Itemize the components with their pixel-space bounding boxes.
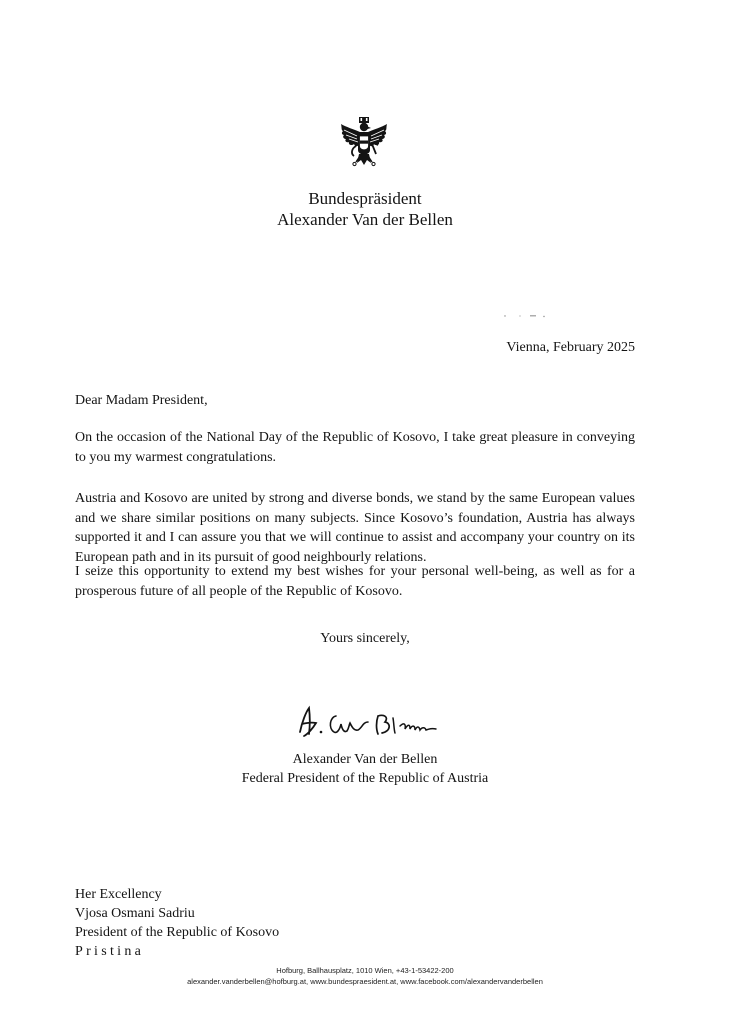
recipient-honorific: Her Excellency bbox=[75, 887, 162, 902]
recipient-city: Pristina bbox=[75, 944, 145, 959]
scan-specks bbox=[500, 312, 560, 320]
closing: Yours sincerely, bbox=[320, 631, 410, 646]
paragraph-congratulations: On the occasion of the National Day of the Republic of Kosovo, I take great pleasure in conveying to you my warmest congratulations. bbox=[75, 430, 635, 465]
recipient-title: President of the Republic of Kosovo bbox=[75, 925, 280, 940]
footer-address: Hofburg, Ballhausplatz, 1010 Wien, +43-1-53422-200 bbox=[276, 966, 454, 975]
letterhead-title: Bundespräsident bbox=[308, 189, 422, 208]
recipient-address bbox=[75, 885, 279, 961]
paragraph-wishes: I seize this opportunity to extend my best wishes for your personal well-being, as well as for a prosperous future of all people of the Republic of Kosovo. bbox=[75, 564, 635, 599]
letter-date: Vienna, February 2025 bbox=[506, 340, 635, 355]
paragraph-bonds: Austria and Kosovo are united by strong and diverse bonds, we stand by the same European values and we share similar positions on many subjects. Since Kosovo’s foundation, Austria has always supported it and I can assure you that we will continue to assist and accompany your country on its European path and in its pursuit of good neighbourly relations. bbox=[75, 491, 635, 565]
footer-contacts: alexander.vanderbellen@hofburg.at, www.bundespraesident.at, www.facebook.com/alexandervanderbellen bbox=[187, 977, 543, 986]
salutation: Dear Madam President, bbox=[75, 393, 208, 408]
austrian-eagle-emblem-icon bbox=[339, 116, 389, 176]
handwritten-signature bbox=[292, 702, 452, 744]
letterhead-name: Alexander Van der Bellen bbox=[277, 210, 453, 229]
signer-name: Alexander Van der Bellen bbox=[292, 752, 438, 767]
recipient-name: Vjosa Osmani Sadriu bbox=[75, 906, 195, 921]
signer-title: Federal President of the Republic of Austria bbox=[241, 771, 489, 786]
